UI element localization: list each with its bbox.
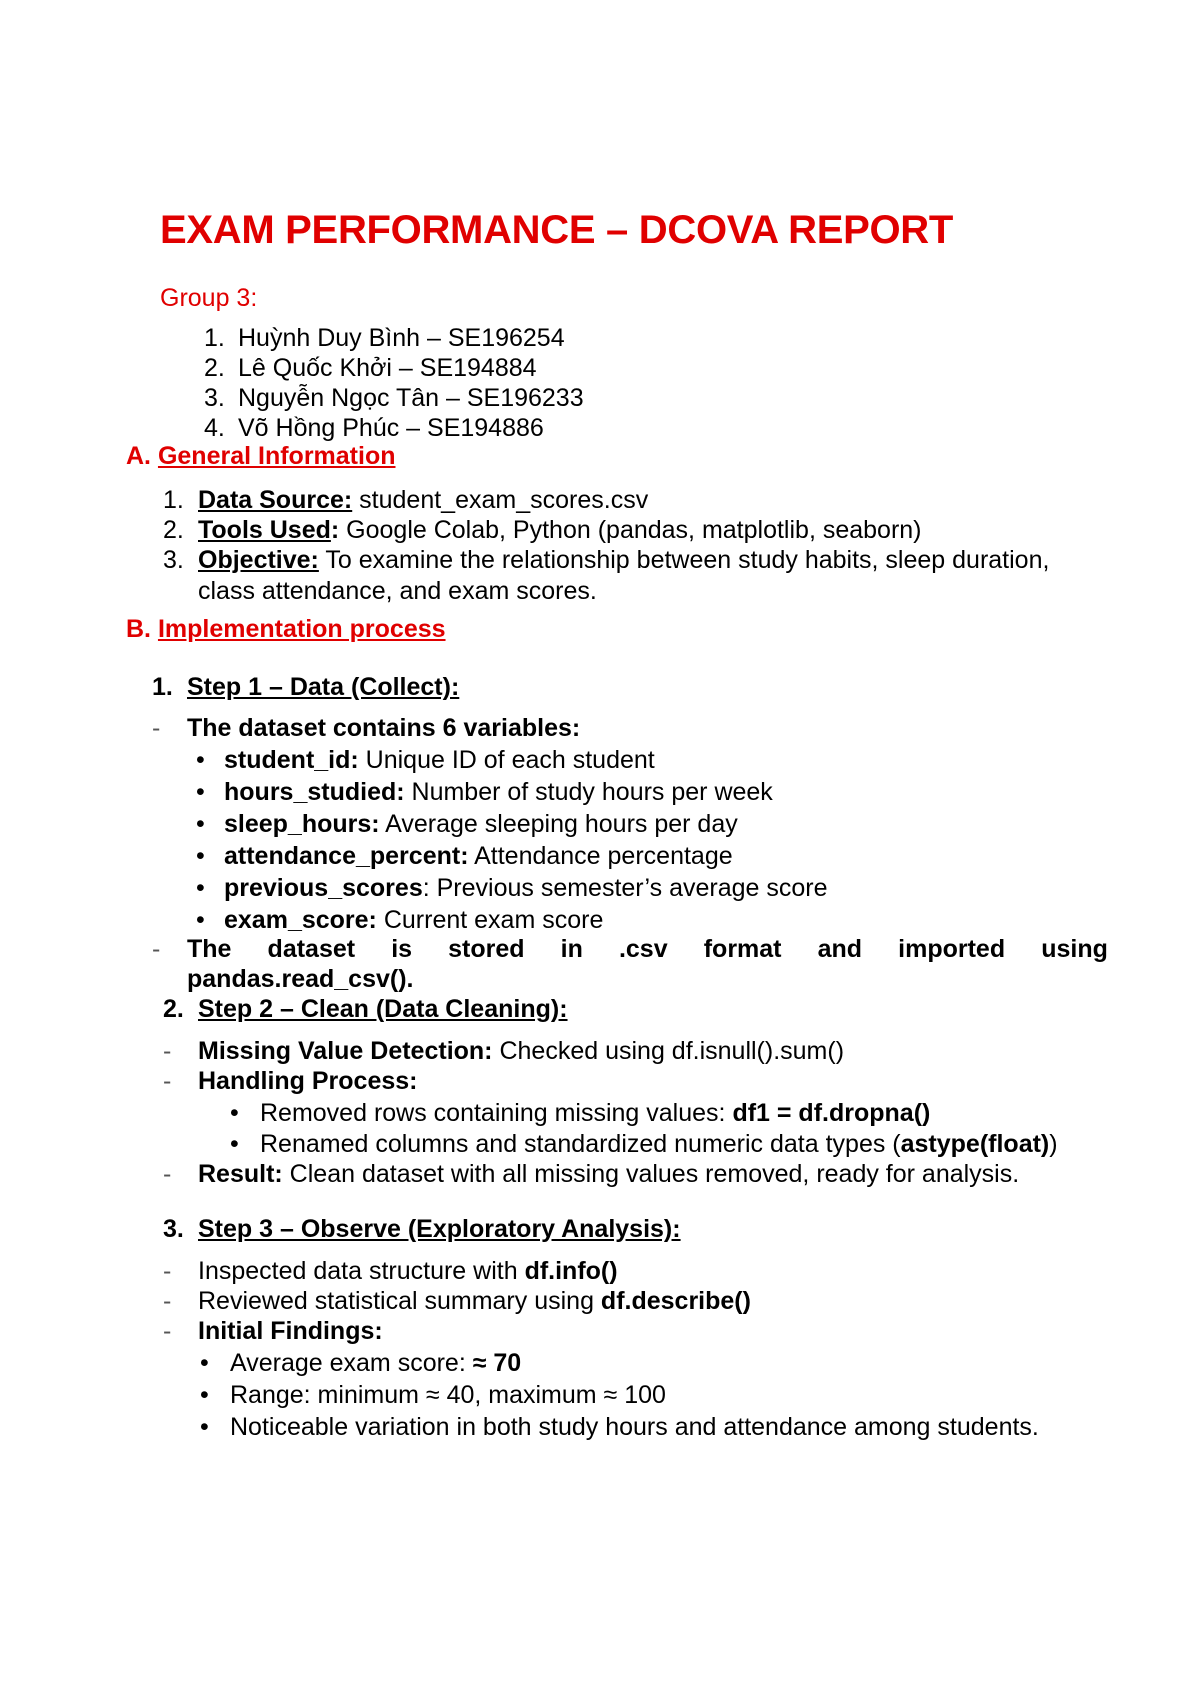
item-label: Tools Used (198, 516, 331, 544)
member-number: 1. (204, 324, 225, 352)
list-item (198, 485, 648, 515)
section-a-title: General Information (157, 442, 396, 470)
section-b-heading (126, 615, 446, 644)
bullet-dot: • (196, 778, 205, 806)
result-text: Clean dataset with all missing values removed, ready for analysis. (282, 1160, 1020, 1188)
result-line (198, 1159, 1019, 1189)
dash-bullet: - (152, 714, 161, 742)
variable-desc: : Previous semester’s average score (422, 874, 828, 902)
member-name: Huỳnh Duy Bình – SE196254 (238, 324, 565, 352)
item-text-continued: class attendance, and exam scores. (198, 577, 597, 605)
missing-label: Missing Value Detection: (198, 1037, 493, 1065)
findings-label: Initial Findings: (198, 1317, 383, 1345)
section-a-heading (126, 442, 396, 471)
step1-intro: The dataset contains 6 variables: (187, 714, 581, 742)
list-item (198, 545, 1049, 575)
member-name: Lê Quốc Khởi – SE194884 (238, 354, 537, 382)
word: and (817, 935, 863, 963)
item-text: student_exam_scores.csv (352, 486, 649, 514)
dash-bullet: - (163, 1037, 172, 1065)
inspect-line (198, 1256, 618, 1286)
document-title: EXAM PERFORMANCE – DCOVA REPORT (160, 208, 953, 252)
word: dataset (267, 935, 356, 963)
variable-name: exam_score: (224, 906, 377, 934)
dash-bullet: - (163, 1257, 172, 1285)
variable-item (224, 745, 655, 775)
handling-tail: ) (1049, 1130, 1058, 1158)
handling-text: Removed rows containing missing values: (260, 1099, 733, 1127)
bullet-dot: • (200, 1381, 209, 1409)
item-text: Google Colab, Python (pandas, matplotlib, seaborn) (339, 516, 922, 544)
bullet-dot: • (196, 874, 205, 902)
stored-line-2: pandas.read_csv(). (187, 965, 414, 993)
word: using (1041, 935, 1108, 963)
dash-bullet: - (163, 1067, 172, 1095)
bullet-dot: • (200, 1349, 209, 1377)
variable-name: previous_scores (224, 874, 423, 902)
variable-desc: Number of study hours per week (404, 778, 773, 806)
member-name: Nguyễn Ngọc Tân – SE196233 (238, 384, 584, 412)
finding-item: Range: minimum ≈ 40, maximum ≈ 100 (230, 1381, 666, 1409)
member-number: 4. (204, 414, 225, 442)
step3-heading: Step 3 – Observe (Exploratory Analysis): (198, 1215, 681, 1243)
finding-text: Average exam score: (230, 1349, 473, 1377)
missing-text: Checked using df.isnull().sum() (492, 1037, 845, 1065)
variable-desc: Attendance percentage (468, 842, 733, 870)
result-label: Result: (198, 1160, 283, 1188)
variable-desc: Current exam score (376, 906, 604, 934)
bullet-dot: • (196, 746, 205, 774)
handling-code: astype(float) (900, 1130, 1050, 1158)
word: is (391, 935, 413, 963)
section-a-letter: A. (126, 442, 151, 470)
variable-item (224, 841, 733, 871)
step-number: 2. (163, 995, 184, 1023)
variable-name: attendance_percent: (224, 842, 469, 870)
handling-item (260, 1098, 930, 1128)
dash-bullet: - (152, 935, 161, 963)
bullet-dot: • (196, 810, 205, 838)
word: imported (898, 935, 1006, 963)
list-number: 3. (163, 546, 184, 574)
bullet-dot: • (230, 1130, 239, 1158)
inspect-text: Inspected data structure with (198, 1257, 525, 1285)
word: in (560, 935, 583, 963)
missing-line (198, 1036, 844, 1066)
step-number: 3. (163, 1215, 184, 1243)
inspect-code: df.info() (524, 1257, 618, 1285)
group-label: Group 3: (160, 284, 258, 312)
dash-bullet: - (163, 1160, 172, 1188)
variable-item (224, 809, 738, 839)
member-name: Võ Hồng Phúc – SE194886 (238, 414, 544, 442)
item-label: Data Source: (198, 486, 353, 514)
bullet-dot: • (196, 842, 205, 870)
section-b-letter: B. (126, 615, 151, 643)
review-line (198, 1286, 751, 1316)
word: The (187, 935, 232, 963)
item-label: Objective: (198, 546, 319, 574)
handling-text: Renamed columns and standardized numeric data types ( (260, 1130, 901, 1158)
variable-name: student_id: (224, 746, 359, 774)
list-number: 2. (163, 516, 184, 544)
member-number: 2. (204, 354, 225, 382)
list-number: 1. (163, 486, 184, 514)
finding-value: ≈ 70 (472, 1349, 522, 1377)
stored-line (187, 934, 1108, 964)
review-code: df.describe() (600, 1287, 751, 1315)
step-number: 1. (152, 673, 173, 701)
step1-heading: Step 1 – Data (Collect): (187, 673, 460, 701)
bullet-dot: • (200, 1413, 209, 1441)
member-number: 3. (204, 384, 225, 412)
word: .csv (618, 935, 668, 963)
list-item (198, 515, 922, 545)
variable-desc: Unique ID of each student (358, 746, 655, 774)
word: format (703, 935, 782, 963)
handling-item (260, 1129, 1058, 1159)
bullet-dot: • (196, 906, 205, 934)
section-b-title: Implementation process (157, 615, 446, 643)
finding-item: Noticeable variation in both study hours and attendance among students. (230, 1413, 1039, 1441)
dash-bullet: - (163, 1287, 172, 1315)
review-text: Reviewed statistical summary using (198, 1287, 601, 1315)
variable-item (224, 905, 603, 935)
dash-bullet: - (163, 1317, 172, 1345)
finding-item (230, 1348, 521, 1378)
handling-label: Handling Process: (198, 1067, 418, 1095)
variable-item (224, 777, 773, 807)
word: stored (448, 935, 525, 963)
variable-name: hours_studied: (224, 778, 405, 806)
item-text: To examine the relationship between study habits, sleep duration, (318, 546, 1050, 574)
variable-name: sleep_hours: (224, 810, 380, 838)
handling-code: df1 = df.dropna() (732, 1099, 931, 1127)
bullet-dot: • (230, 1099, 239, 1127)
variable-desc: Average sleeping hours per day (379, 810, 738, 838)
step2-heading: Step 2 – Clean (Data Cleaning): (198, 995, 568, 1023)
variable-item (224, 873, 828, 903)
item-colon: : (330, 516, 340, 544)
